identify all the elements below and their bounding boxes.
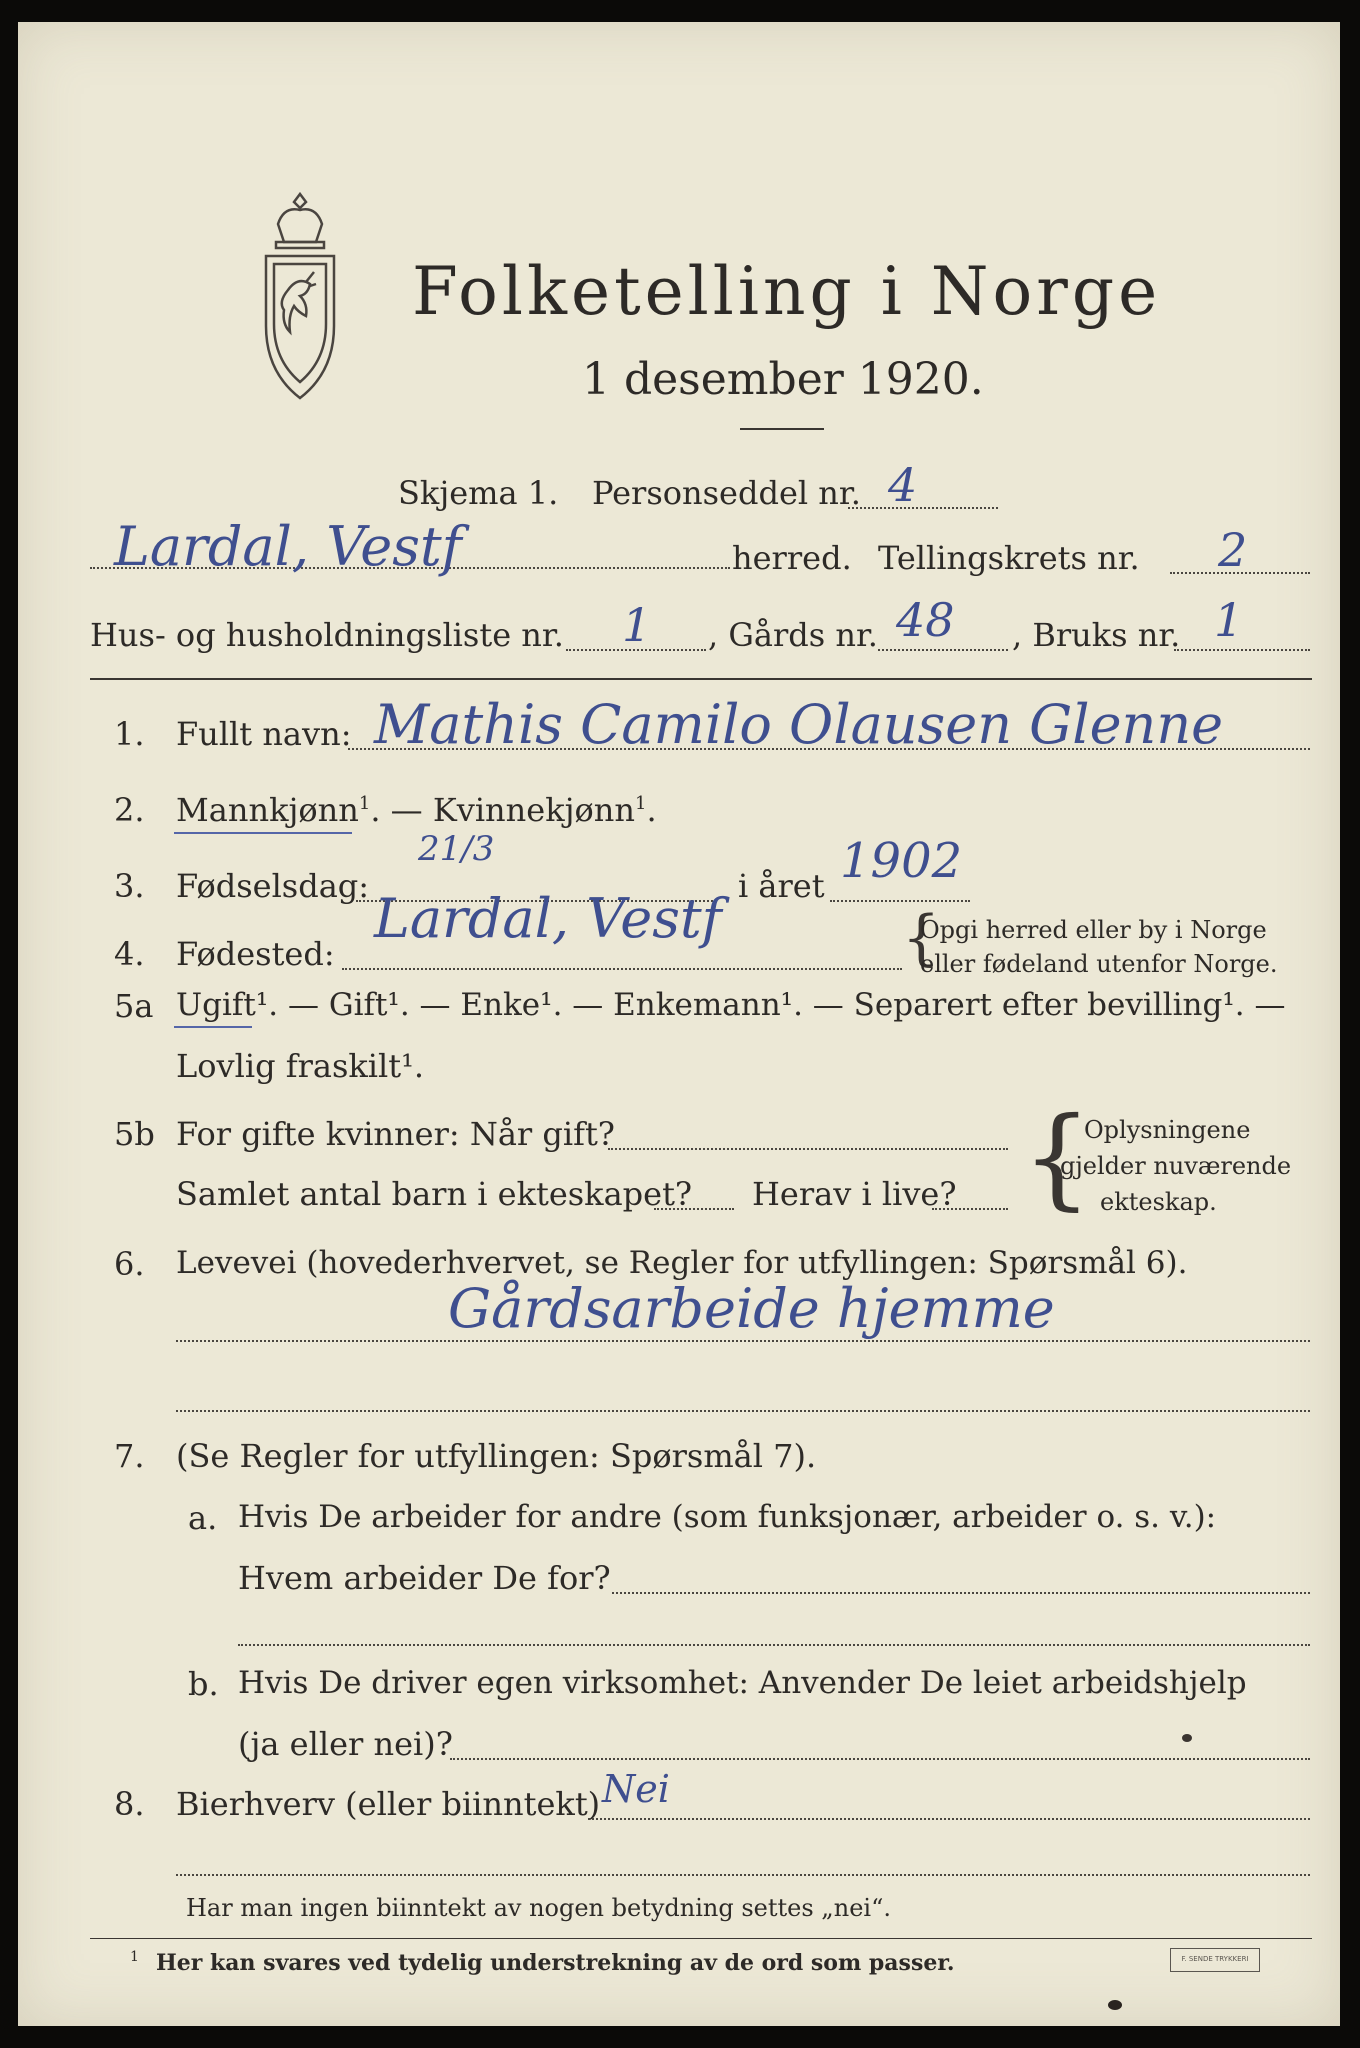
personseddel-label: Personseddel nr. <box>592 474 861 512</box>
q5b-note-3: ekteskap. <box>1100 1188 1217 1216</box>
ink-spot <box>1182 1734 1192 1742</box>
q5b-label1: For gifte kvinner: Når gift? <box>176 1115 615 1153</box>
gards-line <box>878 649 1008 651</box>
hus-value: 1 <box>622 598 652 652</box>
q7a-letter: a. <box>188 1499 218 1537</box>
q3-year-label: i året <box>738 867 825 905</box>
q4-note-1: Opgi herred eller by i Norge <box>920 916 1267 944</box>
q5b-note-1: Oplysningene <box>1084 1116 1251 1144</box>
q1-label: Fullt navn: <box>176 715 352 753</box>
q2-options: Mannkjønn$^1$. — Kvinnekjønn$^1$. <box>176 791 657 829</box>
q3-year-line <box>830 900 970 902</box>
hus-label: Hus- og husholdningsliste nr. <box>90 616 564 654</box>
q8-number: 8. <box>114 1785 145 1823</box>
q4-label: Fødested: <box>176 935 335 973</box>
q8-value: Nei <box>602 1767 670 1811</box>
q5b-married-line <box>608 1148 1008 1150</box>
page-title: Folketelling i Norge <box>412 253 1162 330</box>
q2-number: 2. <box>114 791 145 829</box>
q7a-label2: Hvem arbeider De for? <box>238 1559 611 1597</box>
q2-male-underline <box>174 832 352 834</box>
q5b-number: 5b <box>114 1115 155 1153</box>
q5a-number: 5a <box>114 987 154 1025</box>
q4-line <box>342 968 902 970</box>
bruks-line <box>1174 649 1310 651</box>
q8-line-2 <box>176 1874 1310 1876</box>
footer-divider <box>90 1938 1312 1939</box>
q6-line-1 <box>176 1340 1310 1342</box>
q5b-label3: Herav i live? <box>752 1175 957 1213</box>
q4-brace: { <box>902 903 941 973</box>
bruks-label: , Bruks nr. <box>1012 616 1181 654</box>
q5a-line2: Lovlig fraskilt¹. <box>176 1047 425 1085</box>
tellingskrets-value: 2 <box>1218 523 1248 577</box>
q6-line-2 <box>176 1410 1310 1412</box>
q4-number: 4. <box>114 935 145 973</box>
q8-label: Bierhverv (eller biinntekt) <box>176 1785 601 1823</box>
q1-value: Mathis Camilo Olausen Glenne <box>374 693 1224 756</box>
q7a-line-2 <box>238 1644 1310 1646</box>
q7b-line <box>450 1758 1310 1760</box>
gards-value: 48 <box>896 593 955 647</box>
q7a-label1: Hvis De arbeider for andre (som funksjonær, arbeider o. s. v.): <box>238 1499 1217 1535</box>
q7-number: 7. <box>114 1437 145 1475</box>
q3-year-value: 1902 <box>840 833 963 889</box>
personseddel-line <box>848 507 998 509</box>
norwegian-coat-of-arms-icon <box>250 190 350 410</box>
q7b-label2: (ja eller nei)? <box>238 1725 453 1763</box>
header-divider <box>90 678 1312 680</box>
q6-value: Gårdsarbeide hjemme <box>448 1277 1055 1340</box>
q3-label: Fødselsdag: <box>176 867 370 905</box>
q5b-brace: { <box>1022 1093 1092 1221</box>
q5b-note-2: gjelder nuværende <box>1060 1152 1292 1180</box>
q5b-alive-line <box>932 1208 1008 1210</box>
q5a-ugift: Ugift <box>176 987 256 1023</box>
tellingskrets-label: Tellingskrets nr. <box>878 539 1140 577</box>
q4-value: Lardal, Vestf <box>374 887 722 950</box>
q5a-line1: Ugift¹. — Gift¹. — Enke¹. — Enkemann¹. — Separert efter bevilling¹. — <box>176 987 1286 1023</box>
page-date: 1 desember 1920. <box>582 354 984 405</box>
q7b-label1: Hvis De driver egen virksomhet: Anvender De leiet arbeidshjelp <box>238 1665 1247 1701</box>
q3-number: 3. <box>114 867 145 905</box>
gards-label: , Gårds nr. <box>708 616 878 654</box>
herred-label: herred. <box>732 539 852 577</box>
q7-label: (Se Regler for utfyllingen: Spørsmål 7). <box>176 1437 817 1475</box>
q7a-line-1 <box>612 1592 1310 1594</box>
printer-stamp: F. SENDE TRYKKERI <box>1170 1948 1260 1972</box>
q5b-label2: Samlet antal barn i ekteskapet? <box>176 1175 693 1213</box>
q2-female: Kvinnekjønn <box>432 791 635 829</box>
q7b-letter: b. <box>188 1665 219 1703</box>
title-divider <box>740 428 824 430</box>
footnote: Her kan svares ved tydelig understrekning av de ord som passer. <box>156 1950 955 1976</box>
q5a-ugift-underline <box>174 1026 252 1028</box>
herred-value: Lardal, Vestf <box>114 515 462 578</box>
footnote-mark: 1 <box>130 1949 139 1965</box>
q4-note-2: eller fødeland utenfor Norge. <box>920 950 1278 978</box>
census-form-sheet <box>18 22 1340 2026</box>
skjema-label: Skjema 1. <box>398 474 559 512</box>
q8-line-1 <box>588 1818 1310 1820</box>
bruks-value: 1 <box>1214 593 1244 647</box>
q6-label: Levevei (hovederhvervet, se Regler for utfyllingen: Spørsmål 6). <box>176 1245 1188 1281</box>
q3-value: 21/3 <box>418 829 495 869</box>
personseddel-value: 4 <box>888 458 918 512</box>
q2-male: Mannkjønn <box>176 791 359 829</box>
q1-number: 1. <box>114 715 145 753</box>
q5b-children-line <box>654 1208 734 1210</box>
footer-note: Har man ingen biinntekt av nogen betydning settes „nei“. <box>186 1894 891 1922</box>
q6-number: 6. <box>114 1245 145 1283</box>
ink-blot <box>1108 2000 1122 2010</box>
